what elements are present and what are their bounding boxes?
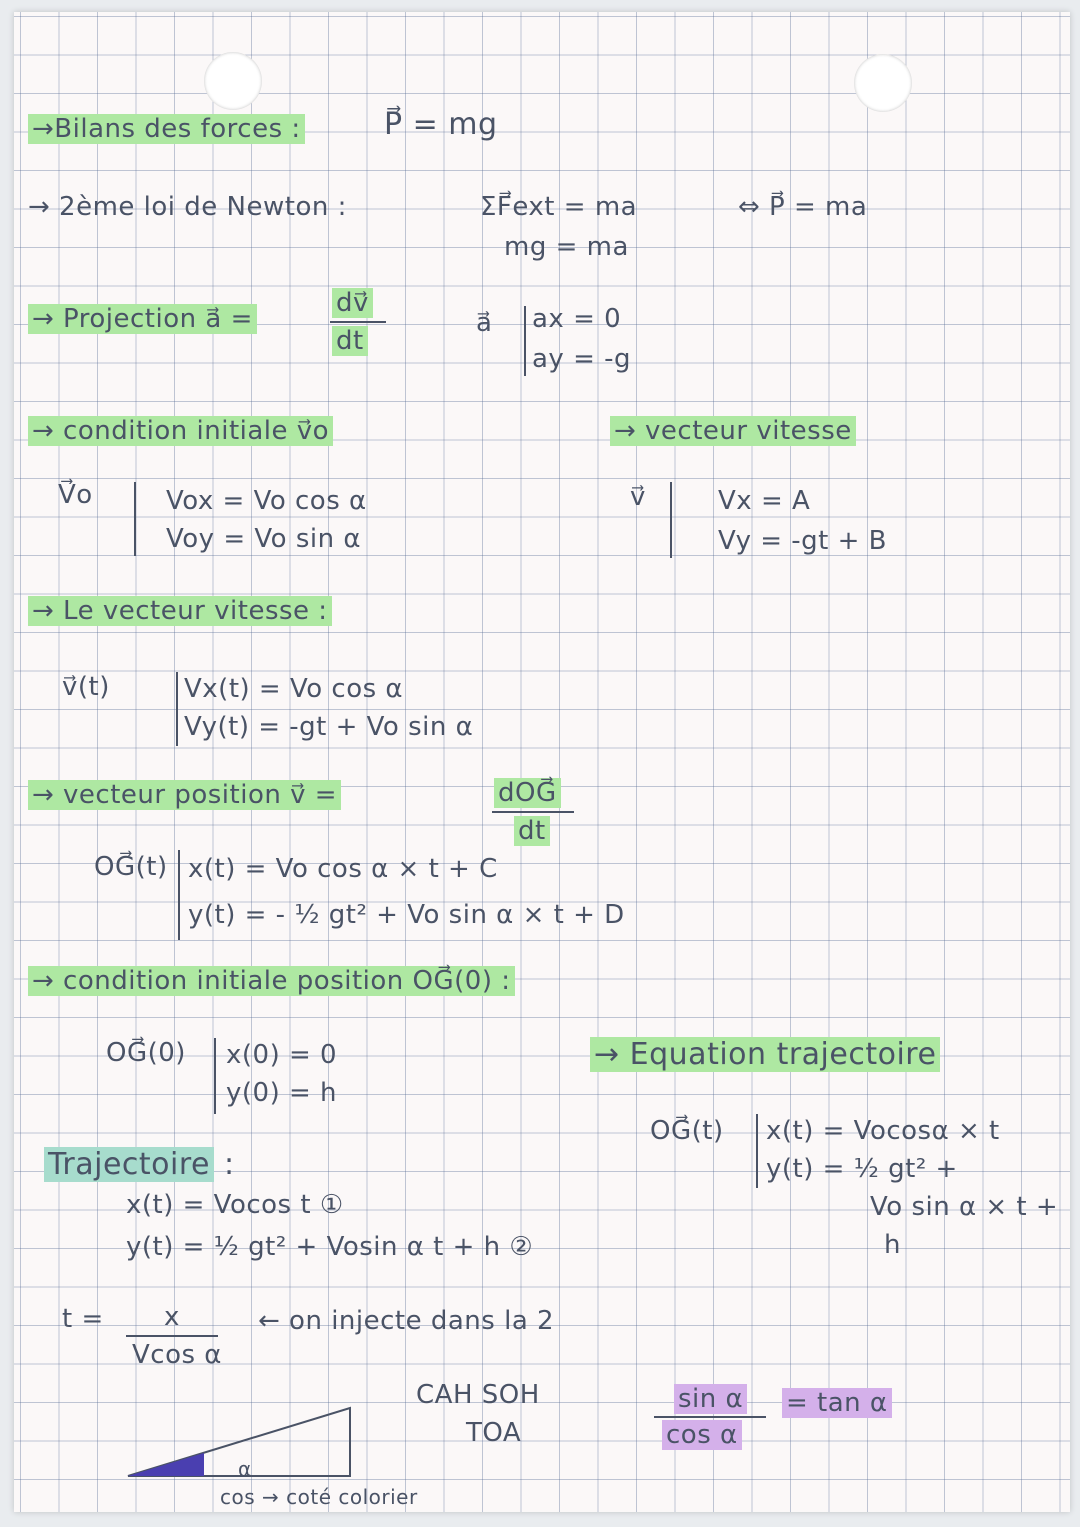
- newton-sum-equation: ΣF⃗ext = ma: [480, 192, 638, 222]
- position-fraction-bar: [492, 811, 574, 813]
- t-equals: t =: [62, 1304, 104, 1334]
- projection-heading: → Projection a⃗ =: [28, 304, 257, 334]
- trajectory-equation-heading: → Equation trajectoire: [590, 1040, 940, 1070]
- trajectory-h: h: [884, 1230, 901, 1260]
- alpha-angle-label: α: [238, 1457, 252, 1481]
- trajectory-x-equation: x(t) = Vocosα × t: [766, 1116, 1000, 1146]
- inject-note: ← on injecte dans la 2: [258, 1306, 555, 1336]
- t-numerator: x: [164, 1302, 180, 1332]
- initial-position-heading: → condition initiale position OG⃗(0) :: [28, 966, 515, 996]
- vxt-equation: Vx(t) = Vo cos α: [184, 674, 404, 704]
- vt-label: v⃗(t): [62, 672, 110, 702]
- grid-paper-sheet: [14, 12, 1070, 1512]
- voy-equation: Voy = Vo sin α: [166, 524, 361, 554]
- newton-heading: → 2ème loi de Newton :: [28, 192, 347, 222]
- bilans-heading: →Bilans des forces :: [28, 114, 305, 144]
- punch-hole-right: [854, 54, 912, 112]
- x0-equation: x(0) = 0: [226, 1040, 338, 1070]
- bilans-equation: P⃗ = mg: [384, 107, 498, 142]
- trajectory-equation-2: y(t) = ½ gt² + Vosin α t + h ②: [126, 1232, 534, 1262]
- acceleration-y: ay = -g: [532, 344, 632, 374]
- trajectory-y-equation: y(t) = ½ gt² +: [766, 1154, 958, 1184]
- v-vector-label: v⃗: [630, 482, 646, 512]
- og-t-brace: [756, 1114, 758, 1188]
- vo-vector-label: V⃗o: [58, 480, 93, 510]
- projection-numerator: dv⃗: [332, 288, 373, 318]
- og0-brace: [214, 1038, 216, 1114]
- punch-hole-left: [204, 52, 262, 110]
- vt-brace: [176, 672, 178, 746]
- vx-equation: Vx = A: [718, 486, 811, 516]
- position-numerator: dOG⃗: [494, 778, 561, 808]
- t-fraction-bar: [126, 1335, 218, 1337]
- initial-velocity-heading: → condition initiale v⃗o: [28, 416, 333, 446]
- position-heading: → vecteur position v⃗ =: [28, 780, 341, 810]
- tan-result: = tan α: [782, 1388, 892, 1418]
- trajectory-y-continued: Vo sin α × t +: [870, 1192, 1059, 1222]
- v-brace: [670, 482, 672, 558]
- newton-equivalence: ⇔ P⃗ = ma: [738, 192, 868, 222]
- og-brace: [178, 850, 180, 940]
- vy-equation: Vy = -gt + B: [718, 526, 888, 556]
- velocity-heading: → Le vecteur vitesse :: [28, 596, 332, 626]
- newton-simplified: mg = ma: [504, 232, 629, 262]
- vo-brace: [134, 482, 136, 556]
- tan-fraction-bar: [654, 1416, 766, 1418]
- projection-fraction-bar: [330, 321, 386, 323]
- og-t-label: OG⃗(t): [650, 1116, 724, 1146]
- sin-numerator: sin α: [674, 1384, 747, 1414]
- vyt-equation: Vy(t) = -gt + Vo sin α: [184, 712, 474, 742]
- toa-mnemonic: TOA: [466, 1418, 522, 1448]
- cos-denominator: cos α: [662, 1420, 742, 1450]
- acceleration-brace: [524, 306, 526, 376]
- x-of-t-equation: x(t) = Vo cos α × t + C: [188, 854, 498, 884]
- y-of-t-equation: y(t) = - ½ gt² + Vo sin α × t + D: [188, 900, 625, 930]
- position-denominator: dt: [514, 816, 550, 846]
- t-denominator: Vcos α: [132, 1340, 222, 1370]
- acceleration-x: ax = 0: [532, 304, 622, 334]
- vox-equation: Vox = Vo cos α: [166, 486, 367, 516]
- acceleration-vector-label: a⃗: [476, 308, 493, 338]
- y0-equation: y(0) = h: [226, 1078, 338, 1108]
- cah-soh-mnemonic: CAH SOH: [416, 1380, 540, 1410]
- cos-side-note: cos → coté colorier: [220, 1485, 418, 1509]
- projection-denominator: dt: [332, 326, 368, 356]
- trajectory-title: Trajectoire :: [44, 1150, 235, 1180]
- og-label: OG⃗(t): [94, 852, 168, 882]
- og0-label: OG⃗(0): [106, 1038, 186, 1068]
- trajectory-equation-1: x(t) = Vocos t ①: [126, 1190, 344, 1220]
- velocity-vector-heading: → vecteur vitesse: [610, 416, 856, 446]
